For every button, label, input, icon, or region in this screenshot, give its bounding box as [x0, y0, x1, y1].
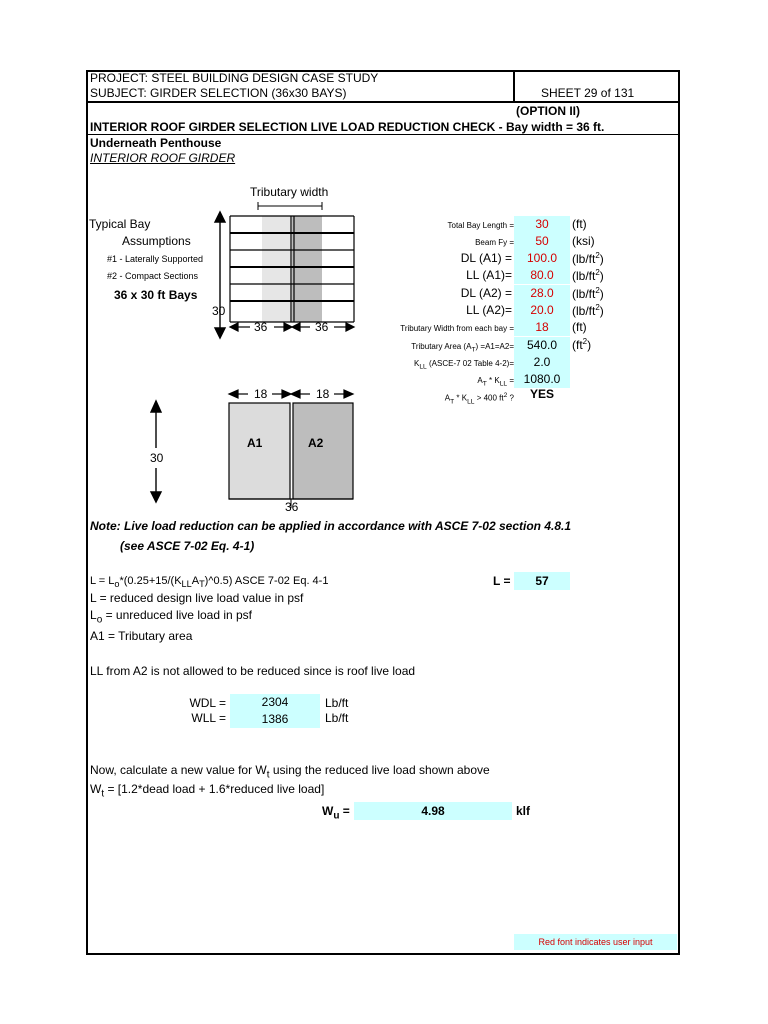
ll-a2-note: LL from A2 is not allowed to be reduced since is roof live load — [90, 664, 416, 678]
input-label-dl-a1: DL (A1) = — [460, 251, 512, 265]
tributary-width-arrow — [258, 202, 322, 210]
def-lo: $L_o$ = unreduced live load in psf — [90, 608, 253, 626]
unit-ll-a2: $(lb/ft^2)$ — [572, 303, 604, 318]
input-dl-a2[interactable]: 28.0 — [514, 285, 570, 302]
main-title: INTERIOR ROOF GIRDER SELECTION LIVE LOAD REDUCTION CHECK - Bay width = 36 ft. — [90, 120, 605, 134]
calc-at-kll: 1080.0 — [514, 371, 570, 388]
project-label: PROJECT: STEEL BUILDING DESIGN CASE STUDY — [90, 71, 379, 85]
input-bay-length[interactable]: 30 — [514, 216, 570, 233]
input-label-dl-a2: DL (A2) = — [460, 286, 512, 300]
note-line-2: (see ASCE 7-02 Eq. 4-1) — [120, 539, 255, 553]
def-l: L = reduced design live load value in psf — [90, 591, 304, 605]
input-label-bay-length: Total Bay Length = — [447, 221, 514, 230]
bay-width-dim-2: 36 — [315, 320, 329, 334]
wll-value: 1386 — [230, 711, 320, 728]
unit-bay-length: (ft) — [572, 217, 587, 231]
input-dl-a1[interactable]: 100.0 — [514, 250, 570, 267]
check-result-400: YES — [529, 387, 554, 401]
check-label-400: $A_T * K_{LL} > 400$ $ft^2$ ? — [444, 392, 514, 406]
bay-width-dim-1: 36 — [254, 320, 268, 334]
l-value: 57 — [514, 572, 570, 590]
a2-label: A2 — [308, 436, 324, 450]
unit-trib-width: (ft) — [572, 320, 587, 334]
input-fy[interactable]: 50 — [514, 233, 570, 250]
l-label: L = — [493, 574, 511, 588]
def-a1: A1 = Tributary area — [90, 629, 193, 643]
user-input-legend: Red font indicates user input — [514, 934, 677, 950]
wt-formula: $W_t$ = [1.2*dead load + 1.6*reduced live load] — [90, 782, 325, 800]
a1-label: A1 — [247, 436, 263, 450]
assumption-2: #2 - Compact Sections — [107, 271, 199, 281]
area-a1 — [229, 403, 290, 499]
subject-label: SUBJECT: GIRDER SELECTION (36x30 BAYS) — [90, 86, 347, 100]
bay-height-arrow — [215, 212, 225, 338]
unit-dl-a2: $(lb/ft^2)$ — [572, 286, 604, 301]
calc-label-trib-area: Tributary Area $(A_T) =A1=A2=$ — [411, 342, 514, 354]
input-trib-width[interactable]: 18 — [514, 319, 570, 336]
section-subtitle: INTERIOR ROOF GIRDER — [90, 151, 236, 165]
input-label-ll-a1: LL (A1)= — [466, 268, 512, 282]
wll-unit: Lb/ft — [325, 711, 349, 725]
input-ll-a2[interactable]: 20.0 — [514, 302, 570, 319]
input-label-trib-width: Tributary Width from each bay = — [400, 324, 514, 333]
location-label: Underneath Penthouse — [90, 136, 222, 150]
a1-width-dim: 18 — [254, 387, 268, 401]
tributary-width-label: Tributary width — [250, 185, 329, 199]
unit-dl-a1: $(lb/ft^2)$ — [572, 251, 604, 266]
wdl-value: 2304 — [230, 694, 320, 711]
option-label: (OPTION II) — [516, 104, 580, 118]
calc-wt-note: Now, calculate a new value for $W_t$ using the reduced live load shown above — [90, 763, 490, 781]
note-line-1: Note: Live load reduction can be applied in accordance with ASCE 7-02 section 4.8.1 — [90, 519, 572, 533]
input-label-ll-a2: LL (A2)= — [466, 303, 512, 317]
area-height-dim: 30 — [150, 451, 164, 465]
area-total-width-dim: 36 — [285, 500, 299, 514]
calc-label-kll: $K_{LL}$ (ASCE-7 02 Table 4-2)= — [414, 359, 514, 371]
tributary-strip-right — [292, 216, 322, 322]
bay-width-arrows — [230, 323, 354, 331]
wll-label: WLL = — [191, 711, 226, 725]
calc-label-at-kll: $A_T * K_{LL}$ = — [477, 376, 514, 388]
calc-trib-area: 540.0 — [514, 337, 570, 354]
area-width-arrows — [229, 390, 353, 398]
wu-unit: klf — [516, 804, 531, 818]
wu-label: $W_u$ = — [322, 804, 350, 822]
typical-bay-label: Typical Bay — [89, 217, 151, 231]
assumption-1: #1 - Laterally Supported — [107, 254, 204, 264]
assumptions-label: Assumptions — [122, 234, 191, 248]
tributary-strip-left — [262, 216, 292, 322]
area-a2 — [293, 403, 353, 499]
calc-kll: 2.0 — [514, 354, 570, 371]
wu-value: 4.98 — [354, 802, 512, 820]
bay-size-label: 36 x 30 ft Bays — [114, 288, 198, 302]
unit-fy: (ksi) — [572, 234, 595, 248]
bay-height-dim: 30 — [212, 304, 226, 318]
unit-trib-area: $(ft^2)$ — [572, 337, 592, 352]
input-label-fy: Beam Fy = — [475, 238, 514, 247]
wdl-label: WDL = — [189, 696, 226, 710]
a2-width-dim: 18 — [316, 387, 330, 401]
unit-ll-a1: $(lb/ft^2)$ — [572, 268, 604, 283]
input-ll-a1[interactable]: 80.0 — [514, 267, 570, 284]
wdl-unit: Lb/ft — [325, 696, 349, 710]
sheet-number: SHEET 29 of 131 — [541, 86, 635, 100]
reduction-formula: $L = L_o*(0.25+15/(K_{LL}A_T)\^{}0.5)$ ASCE 7-02 Eq. 4-1 — [90, 575, 329, 590]
